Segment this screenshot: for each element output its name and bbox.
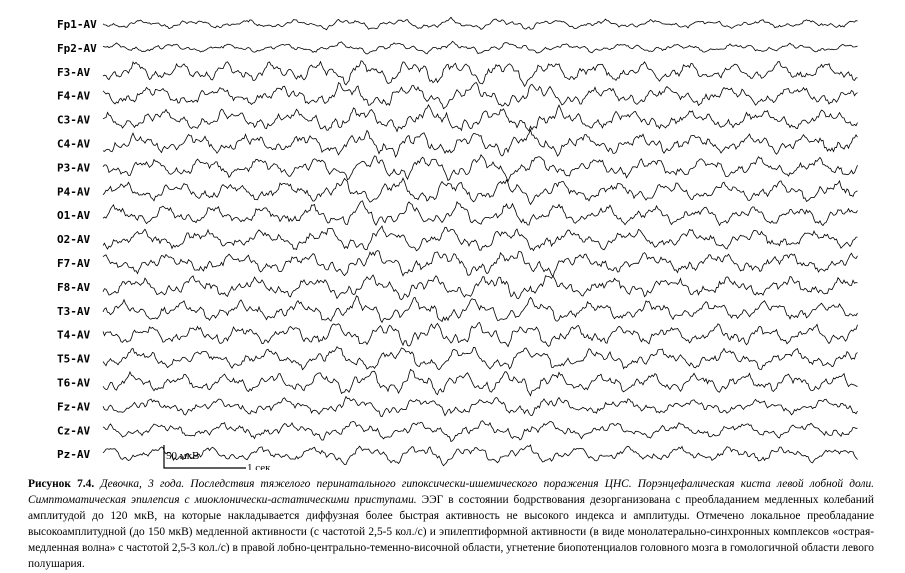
channel-label: T5-AV xyxy=(57,352,91,366)
eeg-trace xyxy=(103,445,858,466)
channel-label: O2-AV xyxy=(57,233,91,247)
channel-label: Pz-AV xyxy=(57,448,91,462)
channel-label: Fz-AV xyxy=(57,400,91,414)
channel-label: T6-AV xyxy=(57,376,91,390)
eeg-trace xyxy=(103,251,858,277)
eeg-trace xyxy=(103,369,858,395)
channel-label: F4-AV xyxy=(57,89,91,103)
eeg-trace xyxy=(103,17,858,30)
channel-label: T3-AV xyxy=(57,304,91,318)
eeg-trace xyxy=(103,61,858,86)
channel-label: O1-AV xyxy=(57,209,91,223)
channel-label: F3-AV xyxy=(57,65,91,79)
eeg-trace xyxy=(103,105,858,132)
channel-label: Fp1-AV xyxy=(57,18,97,31)
channel-label: P3-AV xyxy=(57,161,91,175)
eeg-trace xyxy=(103,421,858,442)
eeg-trace xyxy=(103,155,858,182)
eeg-trace xyxy=(103,130,858,157)
channel-label: T4-AV xyxy=(57,328,91,342)
eeg-trace xyxy=(103,226,858,251)
time-scale-label: 1 сек xyxy=(247,462,271,470)
figure-description: ЭЭГ в состоянии бодрствования дезорганизована с преобладанием медленных колебаний амплитудой до 120 мкВ, на которые накладывается диффузная более быстрая активность не высокого индекса и амплитуды. Отмечено локальное преобладание высокоамплитудной (до 150 мкВ) медленной активности (с частотой 2,5-5 кол./с) и эпилептиформной активности (в виде монолатерально-синхронных комплексов «острая-медленная волна» с частотой 2,5-3 кол./с) в правой лобно-центрально-теменно-височной области, угнетение биопотенциалов головного мозга в гомологичной области левого полушария. xyxy=(28,494,874,570)
figure-title: Девочка, 3 года. Последствия тяжелого перинатального гипоксически-ишемического поражения ЦНС. Порэнцефалическая киста левой лобной доли. Симптоматическая эпилепсия с миоклонически-астатическими приступами. xyxy=(28,478,874,506)
channel-label: F8-AV xyxy=(57,280,91,294)
eeg-trace xyxy=(103,178,858,204)
channel-label: C4-AV xyxy=(57,137,91,151)
figure-number: Рисунок 7.4. xyxy=(28,478,95,490)
eeg-trace xyxy=(103,275,858,300)
channel-label: Fp2-AV xyxy=(57,41,97,55)
channel-label: P4-AV xyxy=(57,185,91,199)
channel-label: F7-AV xyxy=(57,257,91,270)
amplitude-scale-label: 50 мкВ xyxy=(166,450,200,462)
figure-caption xyxy=(28,476,874,572)
eeg-trace xyxy=(103,83,858,109)
eeg-trace xyxy=(103,296,858,323)
channel-label: Cz-AV xyxy=(57,424,91,438)
eeg-trace xyxy=(103,322,858,346)
eeg-trace xyxy=(103,201,858,226)
channel-label: C3-AV xyxy=(57,113,91,127)
eeg-trace xyxy=(103,41,858,54)
eeg-trace xyxy=(103,397,858,417)
eeg-trace xyxy=(103,347,858,370)
